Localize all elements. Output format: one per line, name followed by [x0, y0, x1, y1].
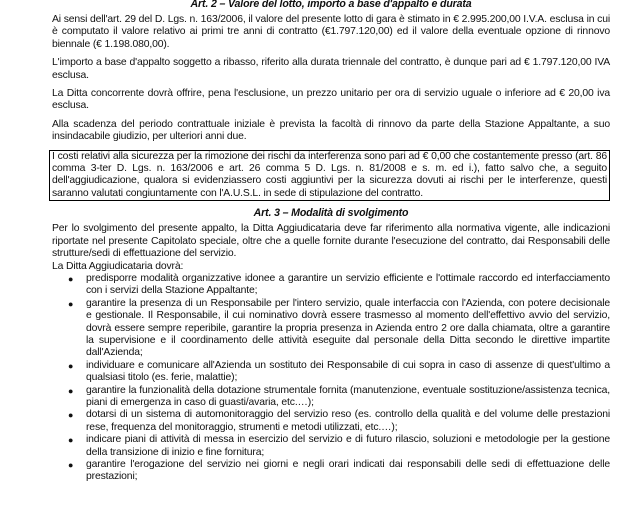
art2-paragraph-safety-costs: I costi relativi alla sicurezza per la rimozione dei rischi da interferenza sono pari ad € 0,00 che costantemente presso (art. 86 comma 3-ter D. Lgs. n. 163/2006 e art. 26 comma 5 D. Lgs. n. 81/2008 e s. m. ed i.), fatto salvo che, a seguito dell'aggiudicazione, qualora si evidenziassero costi aggiuntivi per la sicurezza dovuti ai rischi per le interferenze, questi saranno valutati congiuntamente con l'A.U.S.L. in sede di stipulazione del contratto.: [49, 150, 610, 202]
list-item-text: predisporre modalità organizzative idonee a garantire un servizio efficiente e l'ottimale raccordo ed interfacciamento con i servizi della Stazione Appaltante;: [86, 272, 610, 297]
art2-heading: Art. 2 – Valore del lotto, importo a base d'appalto e durata: [190, 0, 472, 10]
bullet-icon: ●: [68, 360, 74, 371]
list-item: [52, 385, 610, 410]
art3-paragraph-duties-intro: La Ditta Aggiudicataria dovrà:: [52, 260, 184, 272]
art3-heading: Art. 3 – Modalità di svolgimento: [253, 207, 409, 220]
bullet-icon: ●: [68, 385, 74, 396]
bullet-icon: ●: [68, 460, 74, 470]
list-item: [52, 409, 610, 434]
bullet-icon: ●: [68, 298, 74, 309]
list-item-text: garantire la funzionalità della dotazione strumentale fornita (manutenzione, eventuale sostituzione/assistenza tecnica, piani di emergenza in caso di guasti/avaria, etc.…);: [86, 384, 610, 408]
list-item-text: indicare piani di attività di messa in esercizio del servizio e di futuro rilascio, soluzioni e metodologie per la gestione della transizione di inizio e fine fornitura;: [86, 434, 610, 458]
list-item: [52, 360, 610, 385]
art2-paragraph-renewal: Alla scadenza del periodo contrattuale iniziale è prevista la facoltà di rinnovo da parte della Stazione Appaltante, a suo insindacabile giudizio, per ulteriori anni due.: [52, 118, 610, 143]
list-item-text: dotarsi di un sistema di automonitoraggio del servizio reso (es. controllo della qualità e del volume delle prestazioni rese, frequenza del monitoraggio, strumenti e metodi utilizzati, etc.…);: [86, 409, 610, 433]
list-item: [52, 459, 610, 484]
list-item: [52, 434, 610, 459]
list-item-text: individuare e comunicare all'Azienda un sostituto dei Responsabile di cui sopra in caso di assenze di quest'ultimo a qualsiasi titolo (es. ferie, malattie);: [86, 359, 610, 384]
bullet-icon: ●: [68, 273, 74, 284]
art2-paragraph-base-amount: L'importo a base d'appalto soggetto a ribasso, riferito alla durata triennale del contratto, è dunque pari ad € 1.797.120,00 IVA esclusa.: [52, 57, 610, 81]
art2-paragraph-value: Ai sensi dell'art. 29 del D. Lgs. n. 163/2006, il valore del presente lotto di gara è stimato in € 2.995.200,00 I.V.A. esclusa in cui è computato il valore relativo ai primi tre anni di contratto (€1.797.120,00) ed il valore della eventuale opzione di rinnovo biennale (€ 1.198.080,00).: [52, 14, 610, 50]
list-item-text: garantire l'erogazione del servizio nei giorni e negli orari indicati dai responsabili delle sedi di effettuazione delle prestazioni;: [86, 459, 610, 483]
bullet-icon: ●: [68, 410, 74, 421]
list-item-text: garantire la presenza di un Responsabile per l'intero servizio, quale interfaccia con l'Azienda, con potere decisionale e gestionale. Il Responsabile, il cui nominativo dovrà essere trasmesso al momento dell'effettivo avvio del servizio, dovrà essere sempre reperibile, garantire la propria presenza in Azienda entro 2 ore dalla chiamata, oltre a garantire la supervisione e il coordinamento delle attività eseguite dal personale della Ditta secondo le direttive impartite dall'Azienda;: [86, 297, 610, 359]
list-item: [52, 298, 610, 360]
art3-paragraph-intro: Per lo svolgimento del presente appalto, la Ditta Aggiudicataria deve far riferimento alla normativa vigente, alle indicazioni riportate nel presente Capitolato speciale, oltre che a quelle fornite durante l'esecuzione del contratto, dai Responsabili delle strutture/sedi di effettuazione del servizio.: [52, 223, 610, 260]
art2-paragraph-hourly-price: La Ditta concorrente dovrà offrire, pena l'esclusione, un prezzo unitario per ora di servizio uguale o inferiore ad € 20,00 iva esclusa.: [52, 88, 610, 112]
document-body: [52, 0, 610, 484]
bullet-icon: ●: [68, 435, 74, 446]
list-item: [52, 273, 610, 298]
duties-list: [52, 273, 610, 484]
